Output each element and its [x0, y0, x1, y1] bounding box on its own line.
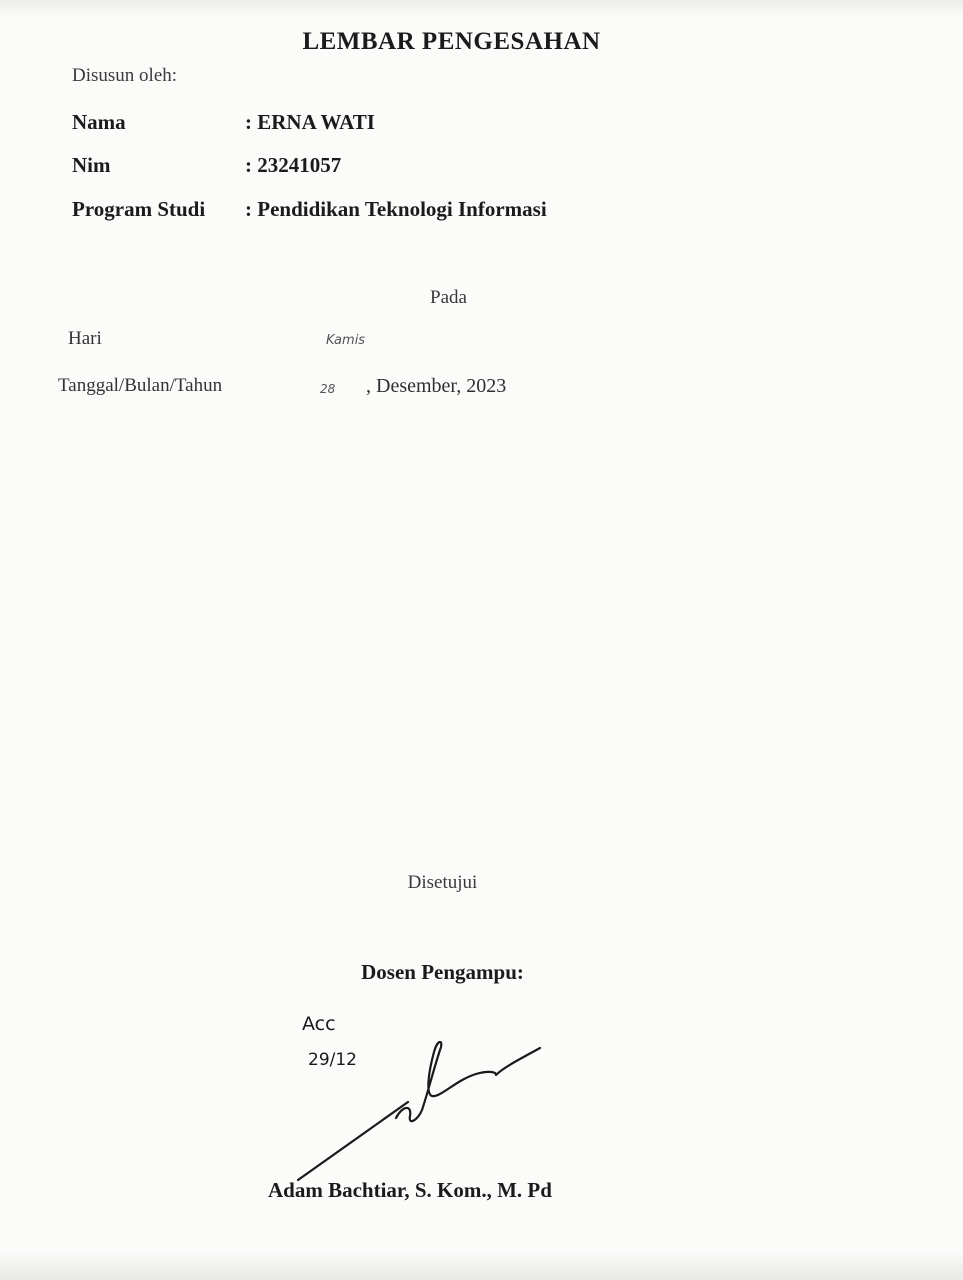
study-program-label: Program Studi: [72, 197, 206, 221]
day-label: Hari: [68, 328, 102, 349]
date-printed-value: , Desember, 2023: [366, 375, 507, 397]
date-handwritten-day: 28: [320, 382, 336, 396]
approval-date-note: 29/12: [308, 1050, 357, 1070]
date-label: Tanggal/Bulan/Tahun: [58, 375, 223, 396]
nim-value: : 23241057: [245, 153, 342, 177]
signature-image: [290, 1040, 560, 1190]
study-program-value: : Pendidikan Teknologi Informasi: [245, 197, 547, 221]
lecturer-name: Adam Bachtiar, S. Kom., M. Pd: [268, 1178, 552, 1202]
pada-label: Pada: [430, 287, 467, 308]
approval-acc-note: Acc: [302, 1013, 336, 1035]
name-label: Nama: [72, 110, 126, 134]
day-handwritten-value: Kamis: [326, 333, 366, 348]
prepared-by-label: Disusun oleh:: [72, 65, 178, 86]
nim-label: Nim: [72, 153, 111, 177]
lecturer-role: Dosen Pengampu:: [361, 960, 524, 984]
page-title: LEMBAR PENGESAHAN: [302, 28, 601, 55]
name-value: : ERNA WATI: [245, 110, 375, 134]
approved-label: Disetujui: [407, 872, 478, 893]
